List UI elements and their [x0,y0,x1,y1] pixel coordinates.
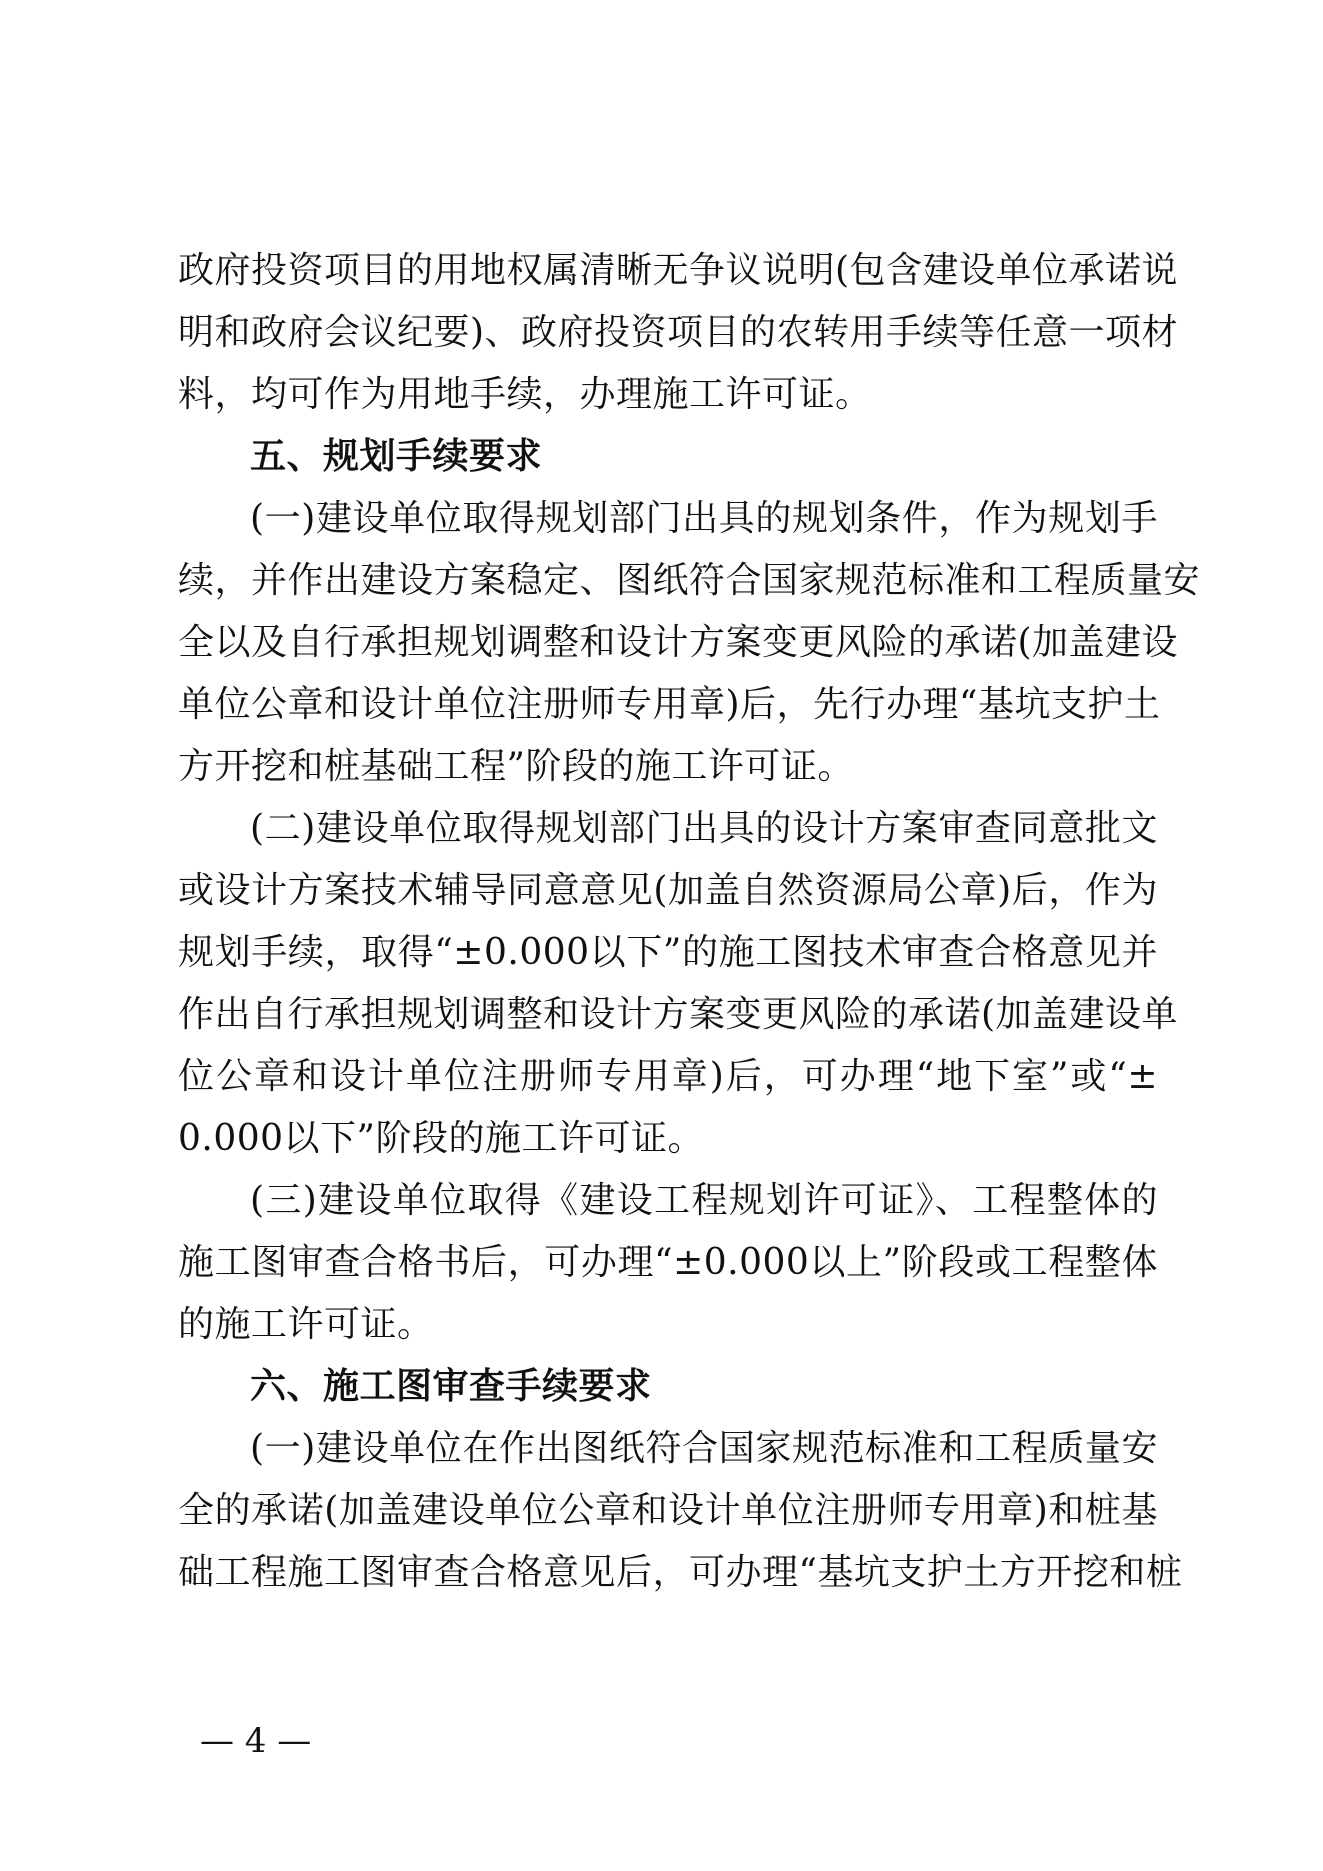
paragraph-line: 0.000以下”阶段的施工许可证。 [178,1118,704,1159]
page-number: — 4 — [200,1721,312,1761]
paragraph-line: (一)建设单位取得规划部门出具的规划条件，作为规划手 [250,498,1158,539]
section-heading-drawing-review: 六、施工图审查手续要求 [250,1366,652,1407]
paragraph-line: 规划手续，取得“±0.000以下”的施工图技术审查合格意见并 [178,932,1158,973]
paragraph-line: 政府投资项目的用地权属清晰无争议说明(包含建设单位承诺说 [178,250,1179,291]
paragraph-line: 作出自行承担规划调整和设计方案变更风险的承诺(加盖建设单 [178,994,1179,1035]
paragraph-line: (三)建设单位取得《建设工程规划许可证》、工程整体的 [250,1180,1158,1221]
paragraph-line: 位公章和设计单位注册师专用章)后，可办理“地下室”或“± [178,1056,1158,1097]
paragraph-line: 续，并作出建设方案稳定、图纸符合国家规范标准和工程质量安 [178,560,1201,601]
paragraph-line: 施工图审查合格书后，可办理“±0.000以上”阶段或工程整体 [178,1242,1158,1283]
paragraph-line: (一)建设单位在作出图纸符合国家规范标准和工程质量安 [250,1428,1158,1469]
paragraph-line: 础工程施工图审查合格意见后，可办理“基坑支护土方开挖和桩 [178,1552,1183,1593]
paragraph-line: 或设计方案技术辅导同意意见(加盖自然资源局公章)后，作为 [178,870,1158,911]
paragraph-line: 的施工许可证。 [178,1304,434,1345]
paragraph-line: 单位公章和设计单位注册师专用章)后，先行办理“基坑支护土 [178,684,1161,725]
paragraph-line: 明和政府会议纪要)、政府投资项目的农转用手续等任意一项材 [178,312,1179,353]
paragraph-line: (二)建设单位取得规划部门出具的设计方案审查同意批文 [250,808,1158,849]
section-heading-planning: 五、规划手续要求 [250,436,543,477]
paragraph-line: 料，均可作为用地手续，办理施工许可证。 [178,374,872,415]
paragraph-line: 方开挖和桩基础工程”阶段的施工许可证。 [178,746,854,787]
paragraph-line: 全以及自行承担规划调整和设计方案变更风险的承诺(加盖建设 [178,622,1179,663]
paragraph-line: 全的承诺(加盖建设单位公章和设计单位注册师专用章)和桩基 [178,1490,1158,1531]
